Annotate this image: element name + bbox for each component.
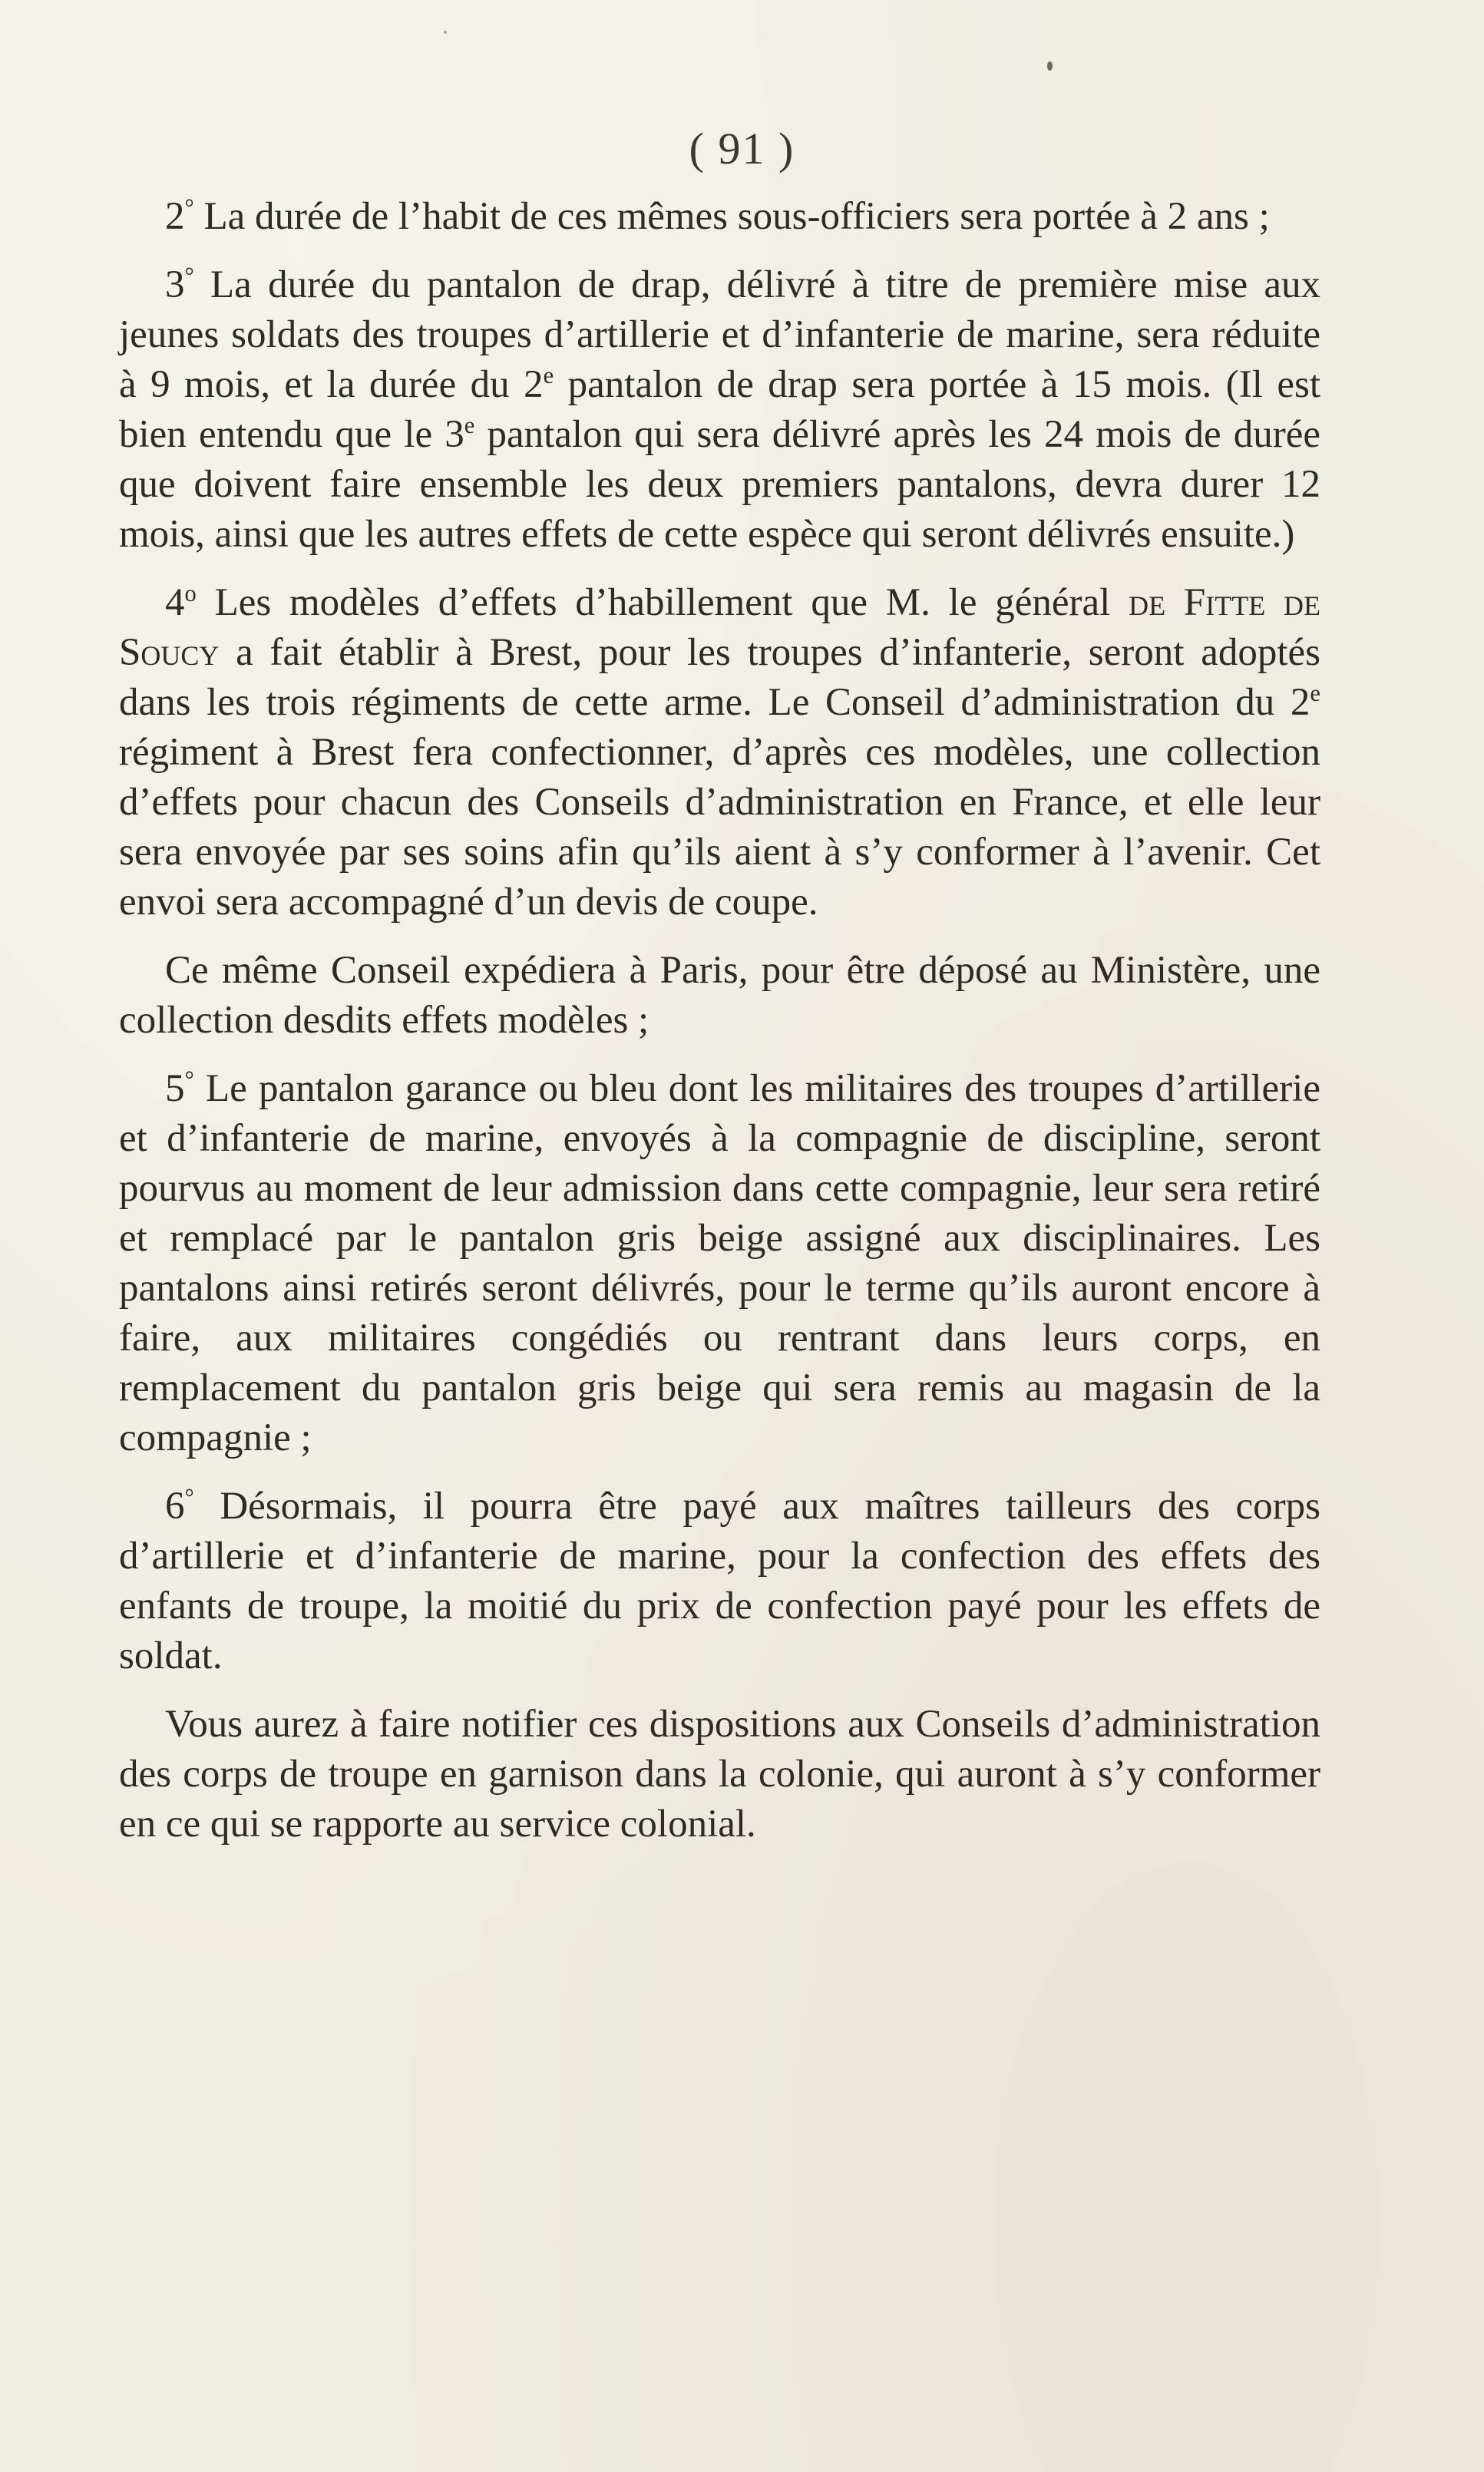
- page-number: ( 91 ): [689, 124, 795, 174]
- paragraph-article-6: [119, 1482, 1320, 1681]
- ink-speck: [444, 31, 447, 34]
- ordinal-superscript: e: [1310, 680, 1320, 706]
- body-text: [119, 192, 1320, 1849]
- paragraph-text: régiment à Brest fera confectionner, d’après ces modèles, une collection d’effets pour chacun des Conseils d’administration en France, et elle leur sera envoyée par ses soins afin qu’ils aient à s’y conformer à l’avenir. Cet envoi sera accompagné d’un devis de coupe.: [119, 731, 1320, 924]
- paragraph-text: Désormais, il pourra être payé aux maîtres tailleurs des corps d’artillerie et d’infanterie de marine, pour la confection des effets des enfants de troupe, la moitié du prix de confection payé pour les effets de soldat.: [119, 1485, 1320, 1677]
- article-number: 2: [165, 195, 185, 238]
- ordinal-superscript: e: [464, 412, 475, 438]
- paragraph-article-4: [119, 578, 1320, 927]
- paragraph-closing: [119, 1700, 1320, 1849]
- article-number: 3: [165, 263, 185, 306]
- ordinal-mark: °: [184, 263, 194, 289]
- ordinal-mark: °: [184, 1484, 194, 1510]
- ordinal-mark: °: [184, 194, 194, 220]
- paragraph-text: pantalon qui sera délivré après les 24 mois de durée que doivent faire ensemble les deux premiers pantalons, devra durer 12 mois, ainsi que les autres effets de cette espèce qui seront délivrés ensuite.): [119, 413, 1320, 556]
- paragraph-text: Ce même Conseil expédiera à Paris, pour être déposé au Ministère, une collection desdits effets modèles ;: [119, 949, 1320, 1042]
- article-number: 6: [165, 1485, 185, 1528]
- paragraph-article-3: [119, 260, 1320, 560]
- paragraph-text: Vous aurez à faire notifier ces dispositions aux Conseils d’administration des corps de troupe en garnison dans la colonie, qui auront à s’y conformer en ce qui se rapporte au service colonial.: [119, 1703, 1320, 1846]
- paragraph-text: Le pantalon garance ou bleu dont les militaires des troupes d’artillerie et d’infanterie de marine, envoyés à la compagnie de discipline, seront pourvus au moment de leur admission dans cette compagnie, leur sera retiré et remplacé par le pantalon gris beige assigné aux disciplinaires. Les pantalons ainsi retirés seront délivrés, pour le terme qu’ils auront encore à faire, aux militaires congédiés ou rentrant dans leurs corps, en remplacement du pantalon gris beige qui sera remis au magasin de la compagnie ;: [119, 1067, 1320, 1459]
- paragraph-conseil: [119, 946, 1320, 1046]
- paragraph-text: a fait établir à Brest, pour les troupes d’infanterie, seront adoptés dans les trois régiments de cette arme. Le Conseil d’administration du 2: [119, 631, 1320, 724]
- paragraph-text: pantalon de drap sera portée à 15 mois. (Il est bien entendu que le 3: [119, 363, 1320, 456]
- ordinal-superscript: e: [543, 362, 554, 388]
- paragraph-text: La durée du pantalon de drap, délivré à titre de première mise aux jeunes soldats des troupes d’artillerie et d’infanterie de marine, sera réduite à 9 mois, et la durée du 2: [119, 263, 1320, 406]
- ordinal-mark: °: [184, 1066, 194, 1092]
- person-name: de Fitte de Soucy: [119, 581, 1320, 674]
- paragraph-text: La durée de l’habit de ces mêmes sous-officiers sera portée à 2 ans ;: [193, 195, 1270, 238]
- paragraph-article-5: [119, 1064, 1320, 1463]
- paragraph-text: Les modèles d’effets d’habillement que M. le général: [196, 581, 1129, 624]
- ordinal-mark: o: [184, 580, 197, 606]
- article-number: 5: [165, 1067, 185, 1110]
- paragraph-article-2: [119, 192, 1320, 242]
- article-number: 4: [165, 581, 185, 624]
- ink-speck: [1047, 61, 1053, 71]
